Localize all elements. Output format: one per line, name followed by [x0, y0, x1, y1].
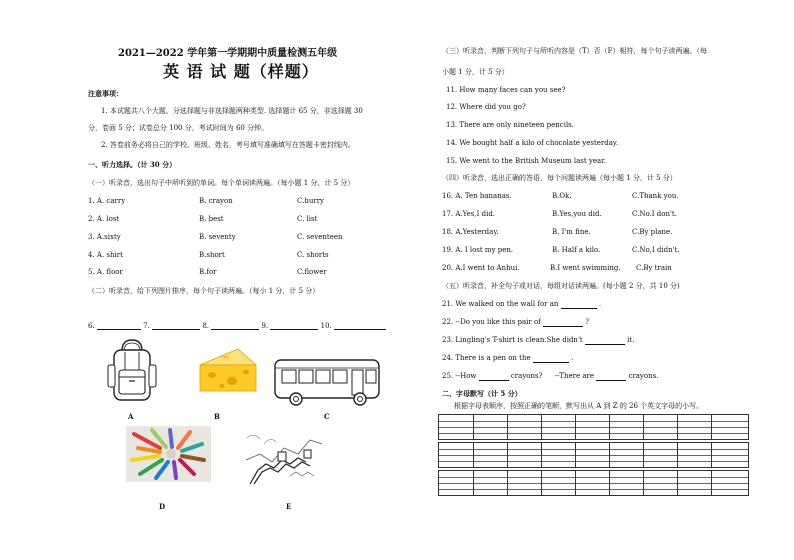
section2-instruction: 根据字母表顺序，按照正确的笔顺，默写出从 A 到 Z 的 26 个英文字母的小写。: [454, 402, 704, 410]
q23-text: 23. Lingling's T-shirt is clean.She didn't: [442, 336, 583, 344]
backpack-picture: [105, 337, 159, 405]
q3-option-b: B. seventy: [199, 233, 236, 241]
letter-writing-grid[interactable]: [438, 470, 749, 496]
q24-blank[interactable]: [533, 355, 569, 363]
q22-blank[interactable]: [543, 319, 583, 327]
q17-option-a: 17. A.Yes,I did.: [442, 210, 496, 218]
q25-d: crayons.: [628, 372, 659, 380]
q2-option-b: B. best: [199, 215, 224, 223]
letter-writing-grid[interactable]: [438, 442, 749, 468]
q22: [442, 318, 589, 327]
notice-heading: 注意事项：: [88, 89, 123, 98]
q22-text: 22. --Do you like this pair of: [442, 318, 541, 326]
q23-blank[interactable]: [585, 337, 625, 345]
blank-8[interactable]: [211, 322, 259, 330]
q1-option-a: 1. A. carry: [88, 197, 126, 205]
q5-option-c: C.flower: [297, 268, 327, 276]
exam-title-line: 2021—2022 学年第一学期期中质量检测五年级: [118, 48, 338, 59]
q17-option-c: C.No.I don't.: [632, 210, 677, 218]
blank-7-label: 7.: [143, 322, 150, 330]
q22-end: ?: [585, 318, 590, 326]
blank-9-label: 9.: [261, 322, 269, 330]
q4-option-a: 4. A. shirt: [88, 251, 123, 259]
q24: [442, 354, 573, 363]
section1-heading: 一、听力选择。（计 30 分）: [88, 160, 177, 169]
part3-heading-line2: 小题 1 分，计 5 分）: [442, 68, 509, 76]
notice-item2: 2. 答卷前务必将自己的学校、班级、姓名、考号填写准确填写在答题卡密封线内。: [101, 141, 355, 149]
q1-option-b: B. crayon: [199, 197, 233, 205]
q5-option-a: 5. A. floor: [88, 268, 123, 276]
cheese-picture: [196, 345, 260, 397]
blank-6-label: 6.: [88, 322, 95, 330]
q19-option-b: B. Half a kilo.: [552, 246, 601, 254]
picture-order-blanks: [88, 322, 386, 330]
blank-10[interactable]: [334, 322, 386, 330]
part1-heading: （一）听录音，选出句子中所听到的单词。每个单词读两遍。（每小题 1 分，计 5 分）: [88, 179, 355, 187]
q23: [442, 336, 634, 345]
q25-blank-1[interactable]: [479, 373, 509, 381]
q20-option-c: C.By train: [636, 264, 672, 272]
q2-option-c: C. list: [297, 215, 318, 223]
notice-item1-line2: 分，卷面 5 分；试卷总分 100 分，考试时间为 60 分钟。: [88, 124, 269, 132]
q20-option-a: 20. A.I went to Anhui.: [442, 264, 520, 272]
picture-label-e: E: [286, 502, 292, 511]
q16-option-a: 16. A. Ten bananas.: [442, 192, 512, 200]
q18-option-c: C.By plane.: [632, 228, 673, 236]
q25-b: crayons?: [510, 372, 543, 380]
q23-end: it.: [627, 336, 635, 344]
q15: 15. We went to the British Museum last year.: [446, 157, 606, 165]
great-wall-picture: [244, 430, 324, 486]
blank-6[interactable]: [97, 322, 141, 330]
picture-label-a: A: [128, 412, 134, 421]
q1-option-c: C.hurry: [297, 197, 324, 205]
q21-blank[interactable]: [561, 301, 597, 309]
q21: [442, 300, 601, 309]
blank-9[interactable]: [270, 322, 318, 330]
q12: 12. Where did you go?: [446, 103, 526, 111]
blank-8-label: 8.: [202, 322, 209, 330]
picture-label-c: C: [324, 412, 330, 421]
q25: [442, 372, 658, 381]
q11: 11. How many faces can you see?: [446, 86, 566, 94]
q16-option-b: B.Ok.: [552, 192, 572, 200]
q20-option-b: B.I went swimming.: [550, 264, 621, 272]
exam-title-main: 英 语 试 题（样题）: [163, 62, 319, 81]
q13: 13. There are only nineteen pencils.: [446, 121, 574, 129]
q24-text: 24. There is a pen on the: [442, 354, 531, 362]
q21-end: .: [598, 300, 602, 308]
q3-option-c: C. seventeen: [297, 233, 343, 241]
q21-text: 21. We walked on the wall for an: [442, 300, 559, 308]
q3-option-a: 3. A.sixty: [88, 233, 121, 241]
q18-option-b: B. I'm fine.: [552, 228, 591, 236]
q16-option-c: C.Thank you.: [632, 192, 679, 200]
q5-option-b: B.for: [199, 268, 217, 276]
section2-heading: 二、字母默写（计 5 分）: [442, 389, 522, 398]
picture-label-d: D: [159, 502, 166, 511]
q17-option-b: B.Yes,you did.: [552, 210, 602, 218]
q19-option-c: C.No,I didn't.: [632, 246, 680, 254]
part2-heading: （二）听录音，给下列图片排序，每个句子读两遍。（每小 1 分，计 5 分）: [88, 287, 320, 295]
bus-picture: [272, 356, 384, 408]
q19-option-a: 19. A. I lost my pen.: [442, 246, 514, 254]
part4-heading: （四）听录音，选出正确的答语，每个问题读两遍（每小题 1 分，计 5 分）: [442, 174, 677, 182]
q18-option-a: 18. A.Yesterday.: [442, 228, 499, 236]
picture-label-b: B: [214, 412, 220, 421]
blank-7[interactable]: [152, 322, 200, 330]
part5-heading: （五）听录音，补全句子或对话，每组对话读两遍。(每小题 2 分，共 10 分): [442, 282, 680, 290]
part3-heading-line1: （三）听录音，判断下列句子与所听内容是（T）否（F）相符，每个句子读两遍。（每: [442, 47, 708, 55]
q14: 14. We bought half a kilo of chocolate yesterday.: [446, 139, 619, 147]
crayons-picture: [126, 426, 211, 482]
q4-option-c: C. shorts: [297, 251, 329, 259]
notice-item1-line1: 1. 本试题共八个大题，分选择题与非选择题两种类型. 选择题计 65 分，非选择题 30: [101, 107, 363, 115]
q4-option-b: B.short: [199, 251, 225, 259]
letter-writing-grid[interactable]: [438, 414, 749, 440]
q24-end: .: [571, 354, 574, 362]
q2-option-a: 2. A. lost: [88, 215, 120, 223]
blank-10-label: 10.: [320, 322, 332, 330]
q25-a: 25. --How: [442, 372, 477, 380]
q25-c: --There are: [554, 372, 594, 380]
q25-blank-2[interactable]: [596, 373, 626, 381]
